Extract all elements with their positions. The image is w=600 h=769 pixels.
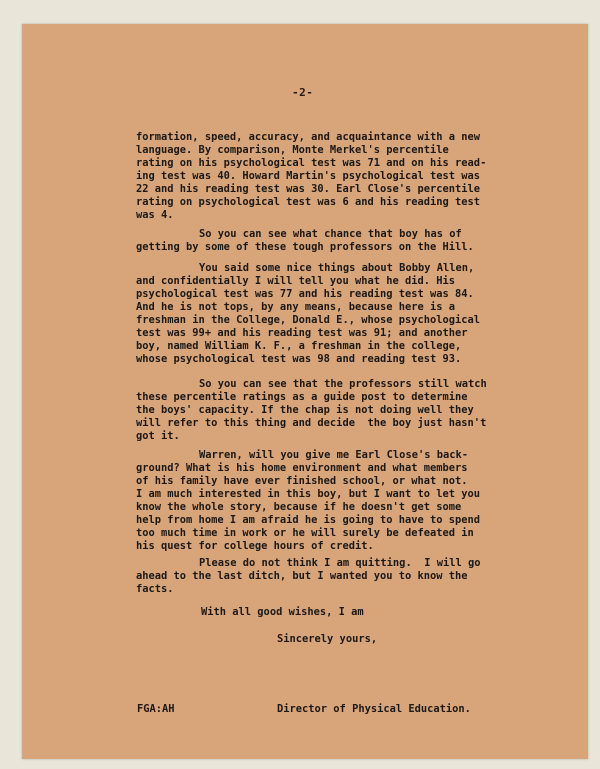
text-line: help from home I am afraid he is going to have to spend: [136, 514, 481, 526]
text-line: 22 and his reading test was 30. Earl Close's percentile: [136, 183, 481, 195]
text-line: psychological test was 77 and his reading test was 84.: [136, 288, 474, 300]
text-line: whose psychological test was 98 and reading test 93.: [136, 353, 462, 365]
text-line: was 4.: [136, 209, 174, 221]
text-line: test was 99+ and his reading test was 91; and another: [136, 327, 468, 339]
text-line: ahead to the last ditch, but I wanted you to know the: [136, 570, 468, 582]
typist-initials: FGA:AH: [137, 703, 175, 715]
text-line: rating on his psychological test was 71 and on his read-: [136, 157, 487, 169]
text-line: freshman in the College, Donald E., whose psychological: [136, 314, 481, 326]
text-line: facts.: [136, 583, 174, 595]
text-line: And he is not tops, by any means, because here is a: [136, 301, 456, 313]
text-line: will refer to this thing and decide the boy just hasn't: [136, 417, 487, 429]
text-line: You said some nice things about Bobby Allen,: [199, 262, 475, 274]
text-line: I am much interested in this boy, but I want to let you: [136, 488, 481, 500]
text-line: the boys' capacity. If the chap is not doing well they: [136, 404, 474, 416]
page-number: -2-: [292, 86, 314, 99]
text-line: got it.: [136, 430, 180, 442]
text-line: ing test was 40. Howard Martin's psychological test was: [136, 170, 481, 182]
text-line: his quest for college hours of credit.: [136, 540, 374, 552]
text-line: formation, speed, accuracy, and acquaintance with a new: [136, 131, 481, 143]
signatory-title: Director of Physical Education.: [277, 703, 471, 715]
text-line: language. By comparison, Monte Merkel's percentile: [136, 144, 449, 156]
signoff: Sincerely yours,: [277, 633, 378, 645]
text-line: these percentile ratings as a guide post to determine: [136, 391, 468, 403]
closing-wishes: With all good wishes, I am: [201, 606, 364, 618]
text-line: Please do not think I am quitting. I will go: [199, 557, 481, 569]
text-line: rating on psychological test was 6 and his reading test: [136, 196, 481, 208]
text-line: So you can see what chance that boy has of: [199, 228, 462, 240]
text-line: and confidentially I will tell you what he did. His: [136, 275, 456, 287]
text-line: Warren, will you give me Earl Close's back-: [199, 449, 468, 461]
text-line: too much time in work or he will surely be defeated in: [136, 527, 474, 539]
text-line: So you can see that the professors still watch: [199, 378, 487, 390]
text-line: getting by some of these tough professors on the Hill.: [136, 241, 474, 253]
text-line: ground? What is his home environment and what members: [136, 462, 468, 474]
text-line: boy, named William K. F., a freshman in the college,: [136, 340, 462, 352]
text-line: of his family have ever finished school, or what not.: [136, 475, 468, 487]
text-line: know the whole story, because if he doesn't get some: [136, 501, 462, 513]
